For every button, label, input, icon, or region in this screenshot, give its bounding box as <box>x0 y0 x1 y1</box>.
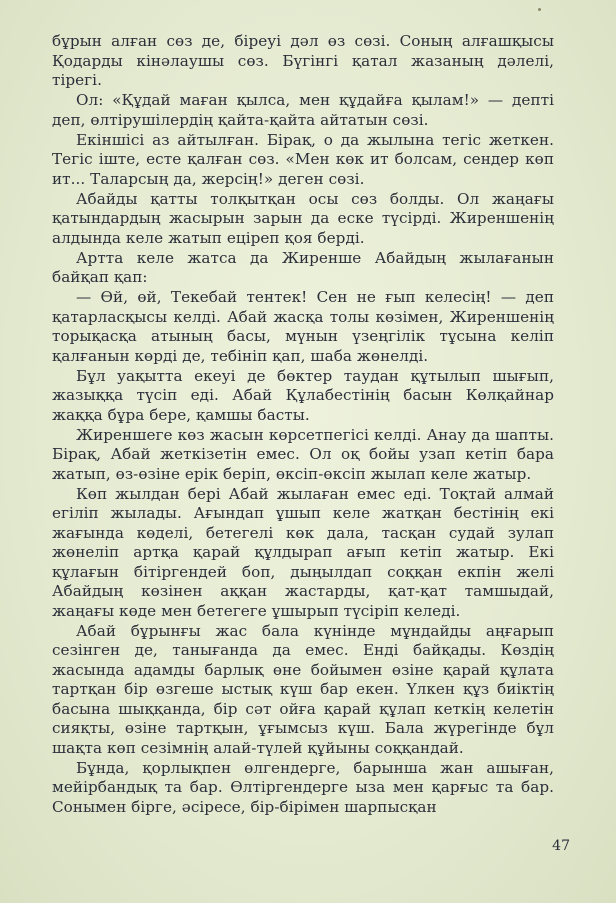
paragraph-5: Артта келе жатса да Жиренше Абайдың жылағанын байқап қап: <box>52 248 554 286</box>
page-body <box>52 32 554 818</box>
paragraph-6: — Өй, өй, Текебай тентек! Сен не ғып келесің! — деп қатарласқысы келді. Абай жасқа толы көзімен, Жиреншенің торықасқа атының басы, мүнын үзеңгілік тұсына келіп қалғанын көрді де, тебініп қап, шаба жөнелді. <box>52 288 554 365</box>
paragraph-9: Көп жылдан бері Абай жылаған емес еді. Тоқтай алмай егіліп жылады. Ағындап ұшып келе жатқан бестінің екі жағында көделі, бетегелі көк дала, тасқан судай зулап жөнеліп артқа қарай құлдырап ағып кетіп жатыр. Екі құлағын бітіргендей боп, дыңылдап соққан екпін желі Абайдың көзінен аққан жастарды, қат-қат тамшыдай, жаңағы көде мен бетегеге ұшырып түсіріп келеді. <box>52 484 554 620</box>
paragraph-10: Абай бұрынғы жас бала күнінде мұндайды аңғарып сезінген де, танығанда да емес. Енді байқады. Көздің жасында адамды барлық өне бойымен өзіне қарай құлата тартқан бір өзгеше ыстық күш бар екен. Үлкен құз биіктің басына шыққанда, бір сәт ойға қарай құлап кеткің келетін сияқты, өзіне тартқын, ұғымсыз күш. Бала жүрегінде бұл шақта көп сезімнің алай-түлей құйыны соққандай. <box>52 621 554 757</box>
paragraph-11: Бұнда, қорлықпен өлгендерге, барынша жан ашыған, мейірбандық та бар. Өлтіргендерге ыза мен қарғыс та бар. Сонымен бірге, әсіресе, бір-бірімен шарпысқан <box>52 758 554 816</box>
paragraph-4: Абайды қатты толқытқан осы сөз болды. Ол жаңағы қатындардың жасырын зарын да еске түсірді. Жиреншенің алдында келе жатып еціреп қоя берді. <box>52 189 554 247</box>
paragraph-7: Бұл уақытта екеуі де бөктер таудан құтылып шығып, жазыққа түсіп еді. Абай Құлабестінің басын Көлқайнар жаққа бұра бере, қамшы басты. <box>52 366 554 424</box>
paragraph-1: бұрын алған сөз де, біреуі дәл өз сөзі. Соның алғашқысы Қодарды кінәлаушы сөз. Бүгінгі қатал жазаның дәлелі, тірегі. <box>52 32 554 89</box>
paragraph-3: Екіншісі аз айтылған. Бірақ, о да жылына тегіс жеткен. Тегіс іште, есте қалған сөз. «Мен көк ит болсам, сендер көп ит... Таларсың да, жерсің!» деген сөзі. <box>52 130 554 188</box>
paragraph-8: Жиреншеге көз жасын көрсетпегісі келді. Анау да шапты. Бірақ, Абай жеткізетін емес. Ол оқ бойы узап кетіп бара жатып, өз-өзіне ерік беріп, өксіп-өксіп жылап келе жатыр. <box>52 425 554 483</box>
paragraph-2: Ол: «Құдай маған қылса, мен құдайға қылам!» — депті деп, өлтірушілердің қайта-қайта айтатын сөзі. <box>52 91 554 129</box>
page-number: 47 <box>552 838 570 854</box>
ink-speck <box>538 8 541 11</box>
